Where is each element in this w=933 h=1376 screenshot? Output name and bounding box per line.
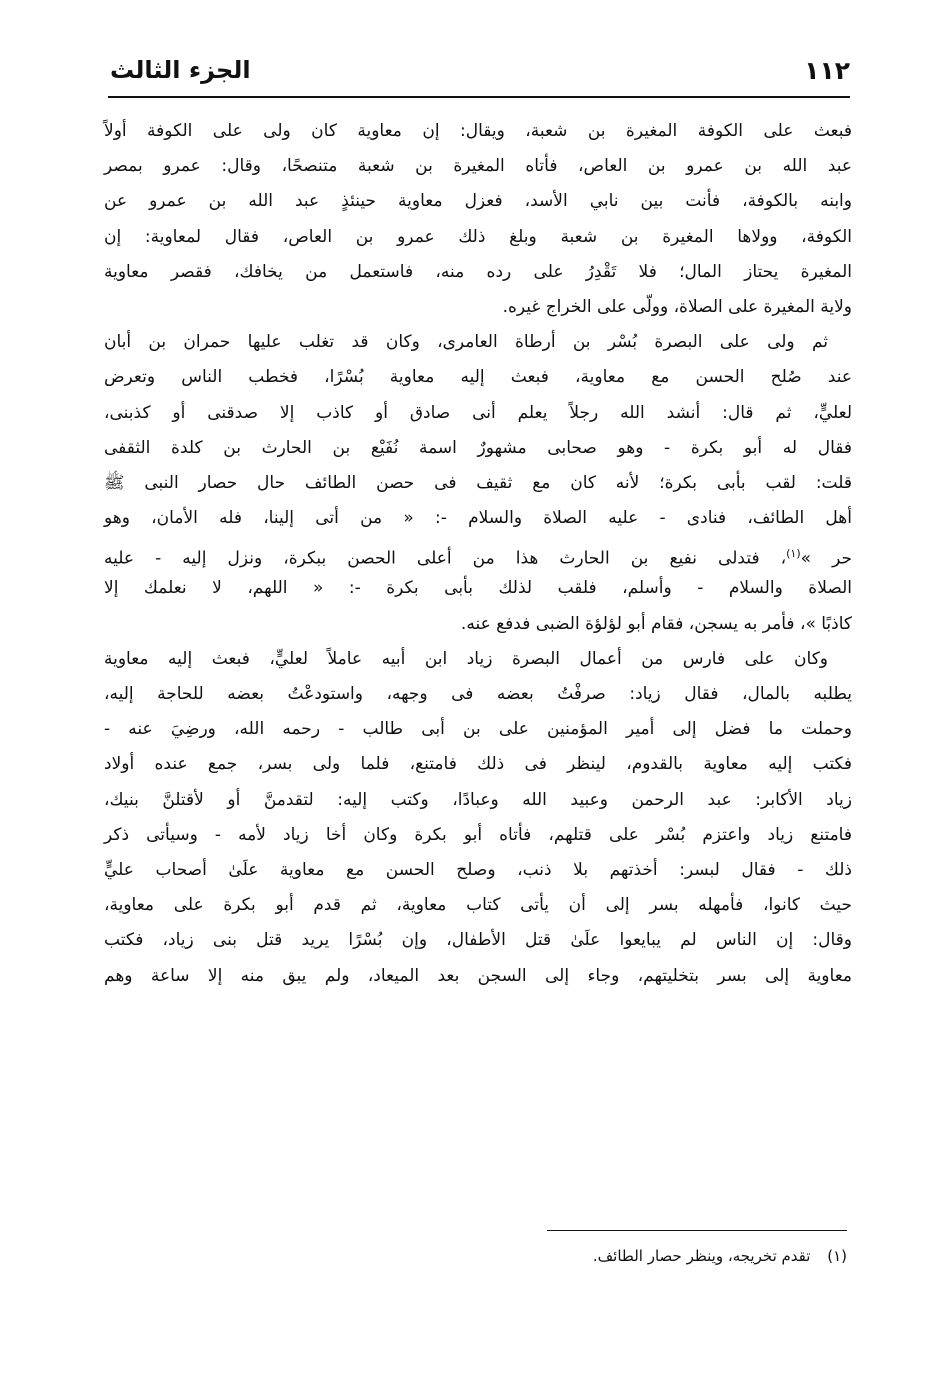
paragraph-3 <box>104 642 852 994</box>
text-line: يطلبه بالمال، فقال زياد: صرفْتُ بعضه فى وجهه، واستودعْتُ بعضه للحاجة إليه، <box>104 684 852 704</box>
text-line: وكان على فارس من أعمال البصرة زياد ابن أبيه عاملاً لعليٍّ، فبعث إليه معاوية <box>104 648 828 669</box>
footnote-reference[interactable]: (١) <box>786 547 801 561</box>
text-line: فامتنع زياد واعتزم بُسْر على قتلهم، فأتاه أبو بكرة وكان أخا زياد لأمه - وسيأتى ذكر <box>104 824 852 845</box>
text-line: أهل الطائف، فنادى - عليه الصلاة والسلام -: « من أتى إلينا، فله الأمان، وهو <box>104 508 852 529</box>
text-line: المغيرة يحتاز المال؛ فلا تَقْدِرُ على رده منه، فاستعمل من يخافك، فقصر معاوية <box>104 261 852 282</box>
running-title: الجزء الثالث <box>110 56 251 84</box>
text-line: فبعث على الكوفة المغيرة بن شعبة، ويقال: إن معاوية كان ولى على الكوفة أولاً <box>104 121 852 141</box>
text-line: الكوفة، وولاها المغيرة بن شعبة وبلغ ذلك عمرو بن العاص، فقال لمعاوية: إن <box>104 226 852 247</box>
body-text <box>104 114 852 994</box>
text-segment: حر » <box>800 548 852 569</box>
header-rule <box>108 96 850 98</box>
text-line: وابنه بالكوفة، فأنت بين نابي الأسد، فعزل معاوية حينئذٍ عبد الله بن عمرو عن <box>104 191 852 212</box>
text-line: الصلاة والسلام - وأسلم، فلقب لذلك بأبى بكرة -: « اللهم، لا نعلمك إلا <box>104 578 852 599</box>
text-line: لعليٍّ، ثم قال: أنشد الله رجلاً يعلم أنى صادق أو كاذب إلا صدقنى أو كذبنى، <box>104 402 852 423</box>
text-line: وقال: إن الناس لم يبايعوا علَىٰ قتل الأطفال، وإن بُسْرًا يريد قتل بنى زياد، فكتب <box>104 930 852 951</box>
text-line: ثم ولى على البصرة بُسْر بن أرطاة العامرى، وكان قد تغلب عليها حمران بن أبان <box>104 332 828 353</box>
text-line: حيث كانوا، فأمهله بسر إلى أن يأتى كتاب معاوية، ثم قدم أبو بكرة على معاوية، <box>104 895 852 916</box>
footnote <box>207 1244 847 1268</box>
paragraph-2 <box>104 325 852 642</box>
text-line: عبد الله بن عمرو بن العاص، فأتاه المغيرة بن شعبة متنصحًا، وقال: عمرو بمصر <box>104 156 852 177</box>
text-line: وحملت ما فضل إلى أمير المؤمنين على بن أبى طالب - رحمه الله، ورضِيَ عنه - <box>104 719 852 740</box>
text-line: قلت: لقب بأبى بكرة؛ لأنه كان مع ثقيف فى حصن الطائف حال حصار النبى ﷺ <box>104 472 852 493</box>
text-segment: ، فتدلى نفيع بن الحارث هذا من أعلى الحصن ببكرة، ونزل إليه - عليه <box>104 548 787 569</box>
text-line: ولاية المغيرة على الصلاة، وولّى على الخراج غيره. <box>502 296 852 317</box>
paragraph-1 <box>104 114 852 325</box>
footnote-text: تقدم تخريجه، وينظر حصار الطائف. <box>592 1247 811 1265</box>
text-line: فقال له أبو بكرة - وهو صحابى مشهورٌ اسمة نُفَيْع بن الحارث بن كلدة الثقفى <box>104 437 852 458</box>
page-number: ١١٢ <box>804 56 850 85</box>
text-line: كاذبًا »، فأمر به يسجن، فقام أبو لؤلؤة الضبى فدفع عنه. <box>460 613 852 634</box>
text-line: فكتب إليه معاوية بالقدوم، لينظر فى ذلك فامتنع، فلما ولى بسر، جمع عنده أولاد <box>104 754 852 775</box>
page-header <box>110 48 850 90</box>
text-line: زياد الأكابر: عبد الرحمن وعبيد الله وعبادًا، وكتب إليه: لتقدمنَّ أو لأقتلنَّ بنيك، <box>104 789 852 810</box>
footnote-rule <box>547 1230 847 1231</box>
text-line: عند صُلح الحسن مع معاوية، فبعث إليه معاوية بُسْرًا، فخطب الناس وتعرض <box>104 367 852 388</box>
text-line <box>104 536 852 571</box>
footnote-number: (١) <box>827 1247 847 1265</box>
text-line: ذلك - فقال لبسر: أخذتهم بلا ذنب، وصلح الحسن مع معاوية علَىٰ أصحاب عليٍّ <box>104 859 852 880</box>
text-line: معاوية إلى بسر بتخليتهم، وجاء إلى السجن بعد الميعاد، ولم يبق منه إلا ساعة وهم <box>104 965 852 986</box>
